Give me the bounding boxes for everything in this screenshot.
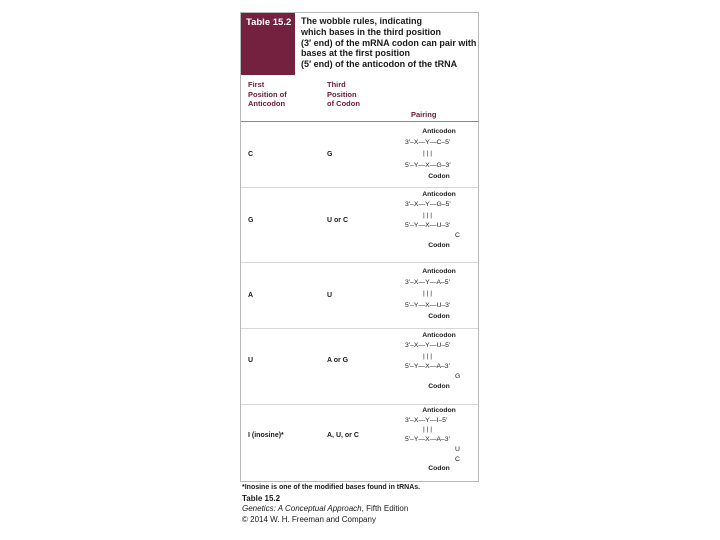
third-position-cell: U xyxy=(327,292,333,299)
table-title-line: bases at the first position xyxy=(301,48,411,59)
anticodon-sequence: 3′–X—Y—C–5′ xyxy=(405,139,451,147)
table-number-badge xyxy=(241,13,295,75)
table-row xyxy=(241,262,478,329)
caption-source xyxy=(242,504,408,514)
column-header-pairing xyxy=(411,110,471,120)
codon-sequence: 5′–Y—X—U–3′ xyxy=(405,301,451,309)
wobble-rules-table xyxy=(240,12,479,482)
table-row xyxy=(241,328,478,405)
pairing-diagram xyxy=(405,126,473,182)
codon-label: Codon xyxy=(428,172,450,180)
column-header-third-position xyxy=(327,80,397,109)
header-line: Position of xyxy=(248,89,287,99)
header-line: Third xyxy=(327,80,346,89)
first-position-cell: C xyxy=(248,151,254,158)
anticodon-label: Anticodon xyxy=(422,407,456,414)
table-title-line: which bases in the third position xyxy=(301,26,442,37)
codon-sequence: 5′–Y—X—A–3′ xyxy=(405,362,450,370)
caption-title: Table 15.2 xyxy=(242,494,281,503)
table-row xyxy=(241,404,478,481)
third-position-cell: U or C xyxy=(327,217,348,224)
wobble-base: G xyxy=(455,373,461,381)
codon-label: Codon xyxy=(428,242,450,250)
table-row xyxy=(241,122,478,188)
table-title xyxy=(301,16,477,70)
anticodon-label: Anticodon xyxy=(422,332,456,339)
first-position-cell: U xyxy=(248,357,254,364)
codon-label: Codon xyxy=(428,312,450,320)
table-title-line: (3′ end) of the mRNA codon can pair with xyxy=(301,37,477,48)
third-position-cell: G xyxy=(327,151,333,158)
table-header xyxy=(241,13,478,75)
header-line: Pairing xyxy=(411,110,437,119)
pairing-diagram xyxy=(405,190,473,252)
base-pair-bonds: | | | xyxy=(423,352,433,360)
first-position-cell: I (inosine)* xyxy=(248,432,284,439)
base-pair-bonds: | | | xyxy=(423,211,433,219)
pairing-diagram xyxy=(405,406,473,474)
third-position-cell: A, U, or C xyxy=(327,432,359,439)
anticodon-label: Anticodon xyxy=(422,128,456,135)
base-pair-bonds: | | | xyxy=(423,290,433,298)
pairing-diagram xyxy=(405,331,473,393)
header-line: First xyxy=(248,80,265,89)
book-title: Genetics: A Conceptual Approach xyxy=(242,504,362,514)
first-position-cell: A xyxy=(248,292,254,299)
codon-label: Codon xyxy=(428,465,450,473)
base-pair-bonds: | | | xyxy=(423,150,433,158)
header-line: of Codon xyxy=(327,99,360,108)
first-position-cell: G xyxy=(248,217,254,224)
codon-sequence: 5′–Y—X—U–3′ xyxy=(405,221,451,229)
pairing-diagram xyxy=(405,266,473,322)
third-position-cell: A or G xyxy=(327,357,349,364)
table-number: Table 15.2 xyxy=(246,17,292,28)
wobble-base: U xyxy=(455,445,460,453)
table-title-line: The wobble rules, indicating xyxy=(301,16,423,26)
copyright-notice: © 2014 W. H. Freeman and Company xyxy=(242,514,376,524)
figure-caption xyxy=(242,494,408,525)
header-line: Anticodon xyxy=(248,99,286,108)
anticodon-sequence: 3′–X—Y—U–5′ xyxy=(405,342,451,350)
wobble-base: C xyxy=(455,455,460,463)
anticodon-label: Anticodon xyxy=(422,191,456,198)
anticodon-sequence: 3′–X—Y—A–5′ xyxy=(405,279,450,287)
header-line: Position xyxy=(327,89,357,99)
table-row xyxy=(241,187,478,263)
wobble-base: C xyxy=(455,232,460,240)
table-footnote: *Inosine is one of the modified bases found in tRNAs. xyxy=(242,484,421,491)
table-title-line: (5′ end) of the anticodon of the tRNA xyxy=(301,59,458,70)
anticodon-sequence: 3′–X—Y—G–5′ xyxy=(405,201,451,209)
codon-sequence: 5′–Y—X—A–3′ xyxy=(405,436,450,444)
anticodon-label: Anticodon xyxy=(422,268,456,275)
base-pair-bonds: | | | xyxy=(423,426,433,434)
anticodon-sequence: 3′–X—Y—I–5′ xyxy=(405,416,448,424)
book-edition: , Fifth Edition xyxy=(361,504,409,514)
codon-label: Codon xyxy=(428,383,450,391)
codon-sequence: 5′–Y—X—G–3′ xyxy=(405,161,451,169)
column-header-first-position xyxy=(248,80,318,109)
column-headers xyxy=(241,77,478,122)
